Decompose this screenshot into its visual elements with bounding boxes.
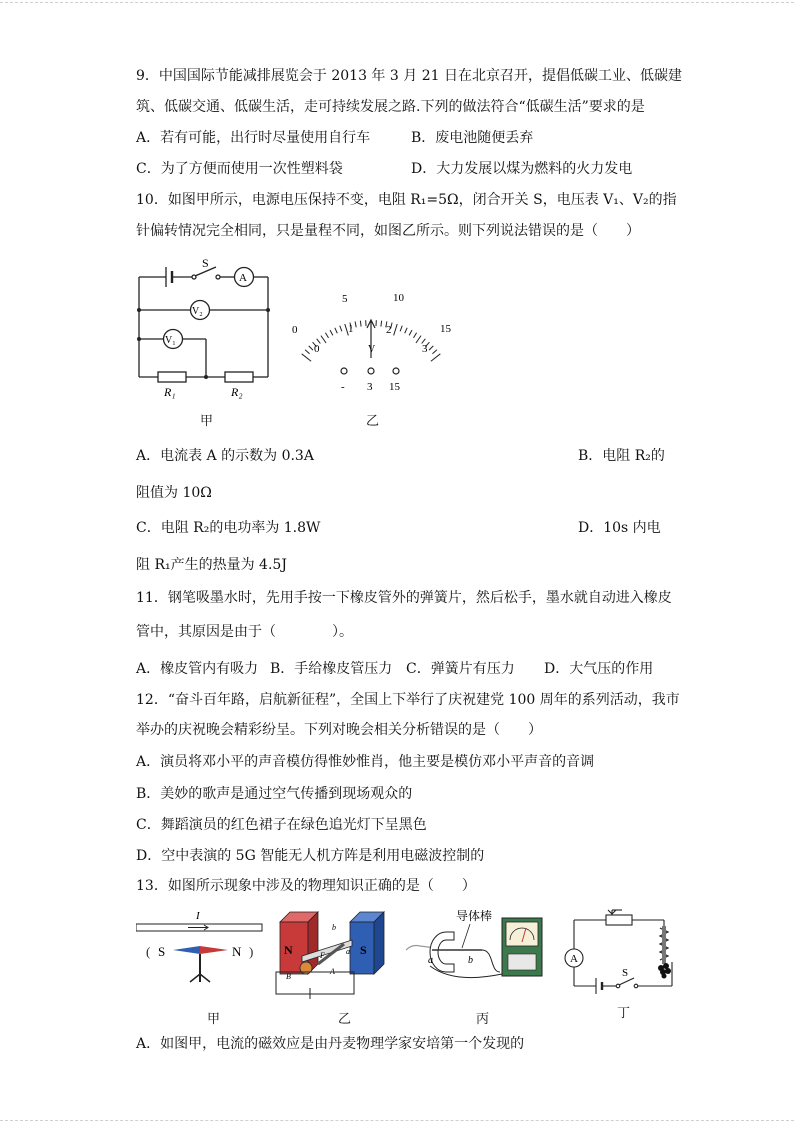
yi-label-f: F [320, 951, 325, 960]
dial-bottom-0: 0 [314, 343, 320, 355]
q11-stem-line1: 11．钢笔吸墨水时，先用手按一下橡皮管外的弹簧片，然后松手，墨水就自动进入橡皮 [136, 590, 672, 606]
q11-option-b: B．手给橡皮管压力 [270, 661, 393, 677]
jia-label-current: I [196, 910, 200, 922]
q12-stem-line1: 12．“奋斗百年路，启航新征程”，全国上下举行了庆祝建党 100 周年的系列活动，我市 [136, 692, 680, 708]
dial-bottom-3: 3 [422, 343, 428, 355]
q13-stem-line1: 13．如图所示现象中涉及的物理知识正确的是（ ） [136, 878, 476, 894]
dial-tick [432, 350, 436, 354]
yi-label-a-small: a [346, 947, 350, 956]
q11-option-c: C．弹簧片有压力 [406, 661, 515, 677]
dial-top-5: 5 [342, 293, 348, 305]
dial-top-0: 0 [292, 324, 298, 336]
dial-tick [302, 354, 311, 361]
yi-label-n: N [284, 943, 293, 957]
q12-option-b: B．美妙的歌声是通过空气传播到现场观众的 [136, 786, 413, 802]
q11-option-a: A．橡皮管内有吸力 [136, 661, 259, 677]
bing-label-b: b [468, 955, 473, 966]
q9-option-c: C．为了方便而使用一次性塑料袋 [136, 161, 343, 177]
dial-tick [330, 330, 333, 335]
dial-unit: V [368, 344, 376, 355]
q11-option-d: D．大气压的作用 [544, 661, 654, 677]
dial-tick [400, 326, 402, 332]
q13-figure-bing [402, 910, 552, 990]
q10-option-b-part2: 阻值为 10Ω [136, 485, 212, 501]
dial-tick [405, 328, 407, 333]
q13-figure-bing-caption: 丙 [476, 1012, 490, 1027]
dial-terminal-3: 3 [367, 381, 373, 393]
q10-option-c: C．电阻 R₂的电功率为 1.8W [136, 520, 321, 536]
q10-stem-line2: 针偏转情况完全相同，只是量程不同，如图乙所示。则下列说法错误的是（ ） [136, 223, 640, 239]
q10-stem-line1: 10．如图甲所示，电源电压保持不变，电阻 R₁=5Ω，闭合开关 S，电压表 V₁、V₂的指 [136, 192, 677, 208]
ding-label-ammeter: A [570, 953, 578, 965]
q12-option-c: C．舞蹈演员的红色裙子在绿色追光灯下呈黑色 [136, 817, 427, 833]
q13-figure-ding-caption: 丁 [617, 1006, 631, 1021]
circuit-label-v2: V₂ [192, 306, 203, 317]
dial-tick [355, 321, 356, 327]
dial-top-10: 10 [393, 292, 404, 304]
bing-label-rod: 导体棒 [456, 910, 493, 923]
q11-stem-line2: 管中，其原因是由于（ ）。 [136, 624, 353, 640]
q10-option-b-part1: B．电阻 R₂的 [578, 448, 665, 464]
dial-bottom-2: 2 [386, 324, 392, 336]
dial-tick [413, 333, 416, 338]
q9-option-b: B．废电池随便丢弃 [411, 130, 534, 146]
q10-circuit-diagram [128, 255, 278, 405]
q10-voltmeter-dial [286, 288, 456, 398]
circuit-label-v1: V₁ [165, 335, 176, 346]
circuit-label-r2: R₂ [231, 385, 243, 399]
page-top-border [0, 2, 794, 3]
q12-option-a: A．演员将邓小平的声音模仿得惟妙惟肖，他主要是模仿邓小平声音的音调 [136, 754, 595, 770]
yi-label-b-small: b [332, 923, 336, 932]
dial-tick [429, 346, 433, 350]
dial-top-15: 15 [440, 323, 451, 335]
q10-option-d-part2: 阻 R₁产生的热量为 4.5J [136, 557, 287, 573]
dial-terminal-minus: - [341, 381, 345, 393]
q9-option-a: A．若有可能，出行时尽量使用自行车 [136, 130, 371, 146]
circuit-label-r1: R₁ [164, 385, 176, 399]
q9-option-d: D．大力发展以煤为燃料的火力发电 [411, 161, 633, 177]
dial-tick [305, 350, 309, 354]
q10-option-a: A．电流表 A 的示数为 0.3A [136, 448, 314, 464]
q10-figure-yi-caption: 乙 [366, 414, 380, 429]
q13-option-a: A．如图甲，电流的磁效应是由丹麦物理学家安培第一个发现的 [136, 1036, 525, 1052]
svg-text:(: ( [146, 944, 151, 959]
dial-tick [409, 330, 412, 335]
dial-terminal-15: 15 [389, 381, 400, 393]
q13-figure-ding [560, 906, 685, 996]
dial-tick [360, 321, 361, 327]
dial-tick [416, 336, 421, 343]
dial-tick [321, 336, 326, 343]
dial-tick [431, 354, 440, 361]
q13-figure-jia-caption: 甲 [207, 1012, 221, 1027]
dial-tick [335, 328, 337, 333]
dial-tick [340, 326, 342, 332]
dial-tick [325, 333, 328, 338]
q13-figure-jia [136, 906, 266, 996]
q12-option-d: D．空中表演的 5G 智能无人机方阵是利用电磁波控制的 [136, 848, 485, 864]
svg-text:): ) [249, 944, 254, 959]
dial-tick [394, 324, 398, 335]
dial-bottom-1: 1 [348, 323, 354, 335]
q10-figure-jia-caption: 甲 [200, 414, 214, 429]
q13-figure-yi-caption: 乙 [338, 1012, 352, 1027]
page-bottom-border [0, 1120, 794, 1121]
circuit-label-ammeter: A [239, 272, 247, 284]
q9-stem-line2: 筑、低碳交通、低碳生活，走可持续发展之路.下列的做法符合“低碳生活”要求的是 [136, 99, 645, 115]
q9-stem-line1: 9．中国国际节能减排展览会于 2013 年 3 月 21 日在北京召开，提倡低碳工业、低碳建 [136, 68, 682, 84]
dial-tick [309, 346, 313, 350]
q10-option-d-part1: D．10s 内电 [578, 520, 661, 536]
dial-tick [381, 321, 382, 327]
yi-label-b-cap: B [286, 972, 291, 981]
jia-label-n: N [232, 944, 242, 959]
q13-figure-yi [274, 904, 394, 999]
yi-label-a-cap: A [330, 967, 335, 976]
yi-label-s: S [360, 943, 367, 957]
jia-label-s: S [158, 944, 166, 959]
q12-stem-line2: 举办的庆祝晚会精彩纷呈。下列对晚会相关分析错误的是（ ） [136, 722, 542, 738]
bing-label-a: a [428, 955, 433, 966]
circuit-label-s: S [202, 256, 209, 270]
ding-label-switch: S [622, 967, 629, 979]
